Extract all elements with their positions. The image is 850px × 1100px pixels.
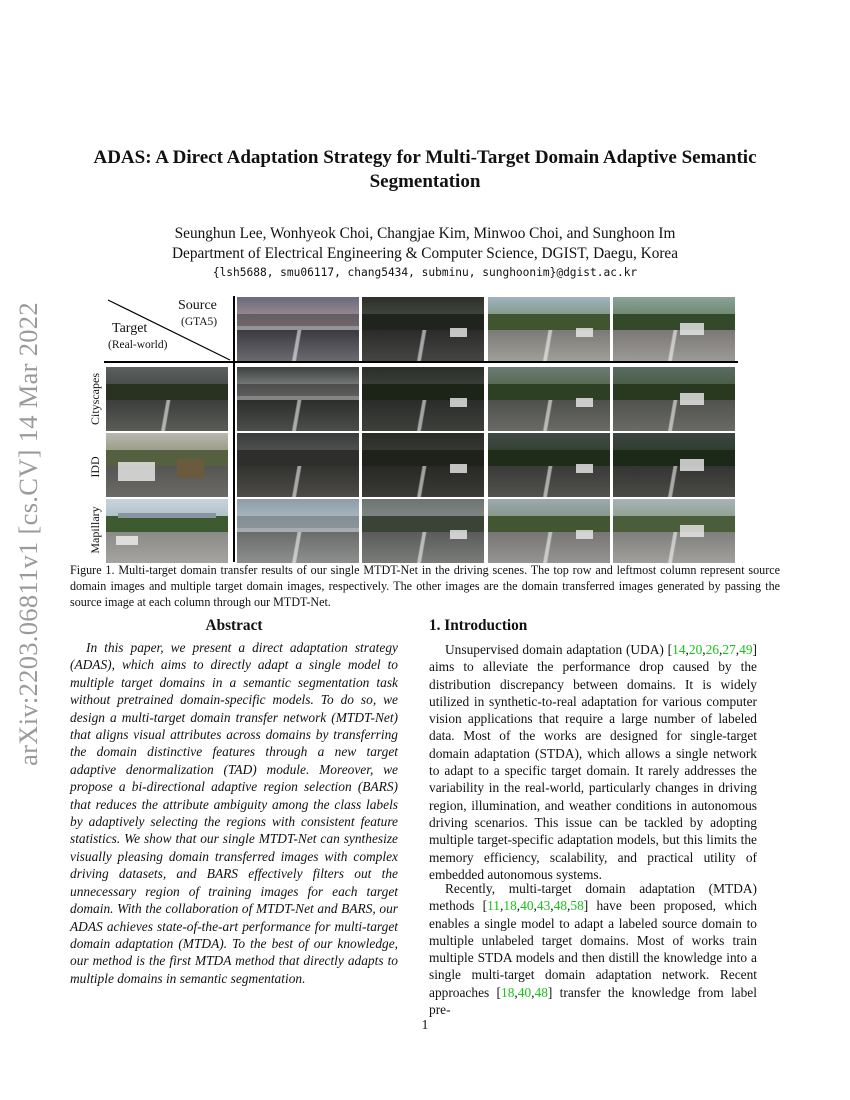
intro-paragraph-1: Unsupervised domain adaptation (UDA) [14,20,26,27,49] aims to alleviate the performance drop caused by the distribution discrepancy between domains. It is widely utilized in synthetic-to-real adaptation for various computer vision applications that require a large number of labeled data. Most of the works are designed for single-target domain adaptation (STDA), which allows a single network to adapt to a specific target domain. It rarely addresses the variability in the real-world, particularly changes in driving region, illumination, and weather conditions in autonomous driving scenarios. This issue can be tackled by adopting multiple target-specific adaptation models, but this limits the memory efficiency, scalability, and practical utility of embedded autonomous systems. (429, 642, 757, 882)
transfer-mapillary-1 (237, 499, 359, 563)
citation-link[interactable]: 26 (705, 642, 720, 657)
paper-title: ADAS: A Direct Adaptation Strategy for Multi-Target Domain Adaptive Semantic Segmentation (93, 147, 757, 192)
row-label-cityscapes: Cityscapes (88, 373, 102, 425)
source-label: Source (178, 298, 217, 313)
source-sublabel: (GTA5) (181, 316, 218, 328)
intro-p1-text-b: ] aims to alleviate the performance drop caused by the distribution discrepancy between domains. It is widely utilized in synthetic-to-real adaptation for various computer vision applications that require a large number of labeled data. Most of the works are designed for single-target domain adaptation (STDA), which allows a single network to adapt to a specific target domain. It rarely addresses the variability in the real-world, particularly changes in driving region, illumination, and weather conditions in autonomous driving scenarios. This issue can be tackled by adopting multiple target-specific adaptation models, but this limits the memory efficiency, scalability, and practical utility of embedded autonomous systems. (429, 642, 757, 882)
transfer-cityscapes-2 (362, 367, 484, 431)
source-image-3 (488, 297, 610, 361)
source-image-1 (237, 297, 359, 361)
transfer-cityscapes-3 (488, 367, 610, 431)
source-image-4 (613, 297, 735, 361)
page-number: 1 (421, 1017, 429, 1032)
citation-link[interactable]: 49 (739, 642, 753, 657)
target-image-mapillary (106, 499, 228, 563)
author-list: Seunghun Lee, Wonhyeok Choi, Changjae Kim, Minwoo Choi, and Sunghoon Im (174, 225, 676, 242)
citation-link[interactable]: 58 (570, 898, 584, 914)
author-emails: {lsh5688, smu06117, chang5434, subminu, sunghoonim}@dgist.ac.kr (212, 266, 638, 279)
citation-link[interactable]: 18 (501, 984, 515, 1000)
arxiv-stamp: arXiv:2203.06811v1 [cs.CV] 14 Mar 2022 (13, 302, 43, 766)
citation-link[interactable]: 18 (503, 898, 517, 914)
citation-link[interactable]: 43 (536, 898, 551, 914)
figure-caption: Figure 1. Multi-target domain transfer results of our single MTDT-Net in the driving scenes. The top row and leftmost column represent source domain images and multiple target domain images, respectively. The other images are the domain transferred images generated by passing the source image at each column through our MTDT-Net. (70, 563, 780, 610)
intro-p2-text-e: ] transfer the knowledge from label pre- (429, 984, 757, 1018)
vertical-separator (233, 296, 235, 562)
transfer-idd-1 (237, 433, 359, 497)
abstract-body: In this paper, we present a direct adaptation strategy (ADAS), which aims to directly adapt a single model to multiple target domains in a semantic segmentation task without pretrained domain-specific models. To do so, we design a multi-target domain transfer network (MTDT-Net) that aligns visual attributes across domains by transferring the domain distinctive features through a new target adaptive denormalization (TAD) module. Moreover, we propose a bi-directional adaptive region selection (BARS) that reduces the attribute ambiguity among the class labels by adaptively selecting the regions with consistent feature statistics. We show that our single MTDT-Net can synthesize visually pleasing domain transferred images with complex driving datasets, and BARS effectively filters out the unnecessary region of training images for each target domain. With the collaboration of MTDT-Net and BARS, our ADAS achieves state-of-the-art performance for multi-target domain adaptation (MTDA). To the best of our knowledge, our method is the first MTDA method that directly adapts to multiple domains in semantic segmentation. (70, 640, 398, 986)
row-label-mapillary: Mapillary (88, 506, 102, 554)
transfer-idd-2 (362, 433, 484, 497)
transfer-cityscapes-4 (613, 367, 735, 431)
citation-link[interactable]: 20 (688, 642, 703, 657)
citation-link[interactable]: 27 (722, 642, 736, 657)
citation-link[interactable]: 14 (672, 642, 686, 657)
affiliation: Department of Electrical Engineering & Computer Science, DGIST, Daegu, Korea (171, 245, 679, 262)
citation-link[interactable]: 40 (517, 984, 532, 1000)
citation-link[interactable]: 11 (487, 898, 501, 914)
transfer-idd-3 (488, 433, 610, 497)
intro-heading: 1. Introduction (429, 617, 528, 634)
target-image-cityscapes (106, 367, 228, 431)
source-image-2 (362, 297, 484, 361)
target-label: Target (112, 321, 148, 336)
abstract-heading: Abstract (205, 617, 263, 634)
transfer-mapillary-3 (488, 499, 610, 563)
target-sublabel: (Real-world) (108, 339, 168, 351)
transfer-mapillary-4 (613, 499, 735, 563)
transfer-idd-4 (613, 433, 735, 497)
transfer-cityscapes-1 (237, 367, 359, 431)
citation-link[interactable]: 48 (553, 898, 568, 914)
citation-link[interactable]: 40 (520, 898, 534, 914)
citation-link[interactable]: 48 (534, 984, 548, 1000)
target-image-idd (106, 433, 228, 497)
horizontal-separator (104, 361, 738, 363)
row-label-idd: IDD (88, 456, 102, 478)
intro-p2-text-b: ] have been proposed, which enables a single model to adapt a labeled source domain to multiple unlabeled target domains. Most of works train multiple STDA models and then distill the knowledge into a single multi-target domain adaptation network. Recent approaches [ (429, 898, 757, 1000)
intro-paragraph-2: Recently, multi-target domain adaptation (MTDA) methods [11,18,40,43,48,58] have been proposed, which enables a single model to adapt a labeled source domain to multiple unlabeled target domains. Most of works train multiple STDA models and then distill the knowledge into a single multi-target domain adaptation network. Recent approaches [18,40,48] transfer the knowledge from label pre- (429, 881, 757, 1018)
intro-p2-text-a: Recently, multi-target domain adaptation (MTDA) methods [ (429, 881, 757, 914)
transfer-mapillary-2 (362, 499, 484, 563)
intro-p1-text-a: Unsupervised domain adaptation (UDA) [ (445, 642, 673, 657)
